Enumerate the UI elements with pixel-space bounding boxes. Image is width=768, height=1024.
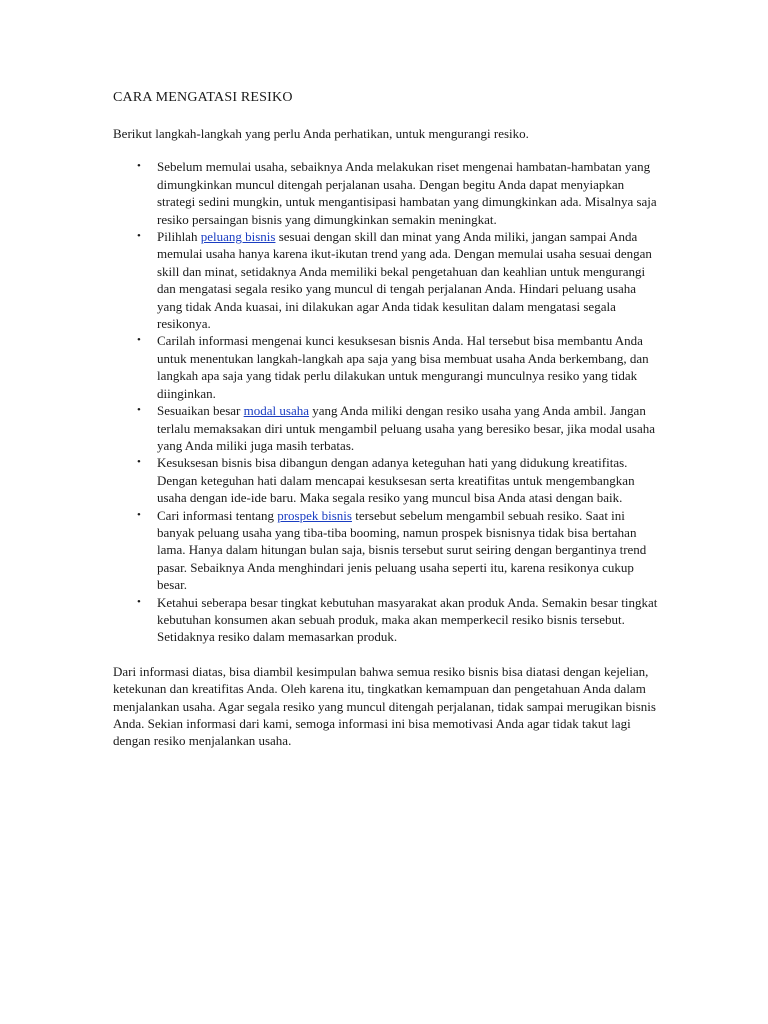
intro-paragraph: Berikut langkah-langkah yang perlu Anda perhatikan, untuk mengurangi resiko.	[113, 126, 529, 141]
item-text: sesuai dengan skill dan minat yang Anda miliki, jangan sampai Anda memulai usaha hanya karena ikut-ikutan trend yang ada. Dengan memulai usaha sesuai dengan skill dan minat, setidaknya Anda memiliki bekal pengetahuan dan keahlian untuk mengurangi dan mengatasi segala resiko yang muncul di tengah perjalanan Anda. Hindari peluang usaha yang tidak Anda kuasai, ini dilakukan agar Anda tidak kesulitan dalam mengatasi segala resikonya.	[157, 229, 652, 332]
prospek-bisnis-link[interactable]: prospek bisnis	[277, 507, 352, 523]
list-item	[137, 454, 658, 506]
closing-paragraph: Dari informasi diatas, bisa diambil kesimpulan bahwa semua resiko bisnis bisa diatasi dengan kejelian, ketekunan dan kreatifitas Anda. Oleh karena itu, tingkatkan kemampuan dan pengetahuan Anda dalam menjalankan usaha. Agar segala resiko yang muncul ditengah perjalanan, tidak sampai merugikan bisnis Anda. Sekian informasi dari kami, semoga informasi ini bisa memotivasi Anda agar tidak takut lagi dengan resiko menjalankan usaha.	[113, 663, 656, 749]
bullet-icon: •	[137, 160, 141, 173]
item-text: Sesuaikan besar	[157, 403, 244, 419]
item-text: Cari informasi tentang	[157, 507, 278, 523]
list-item	[137, 402, 658, 454]
document-content	[113, 88, 658, 750]
list-item	[137, 332, 658, 402]
item-text: Pilihlah	[157, 229, 201, 245]
item-text: Sebelum memulai usaha, sebaiknya Anda melakukan riset mengenai hambatan-hambatan yang dimungkinkan muncul ditengah perjalanan usaha. Dengan begitu Anda dapat menyiapkan strategi sedini mungkin, untuk mengantisipasi hambatan yang dimungkinkan ada. Misalnya saja resiko persaingan bisnis yang dimungkinkan semakin meningkat.	[157, 159, 657, 227]
item-text: Kesuksesan bisnis bisa dibangun dengan adanya keteguhan hati yang didukung kreatifitas. Dengan keteguhan hati dalam mencapai kesuksesan serta kreatifitas untuk mengembangkan usaha dengan ide-ide baru. Maka segala resiko yang muncul bisa Anda atasi dengan baik.	[157, 455, 635, 506]
tips-list	[113, 158, 658, 645]
bullet-icon: •	[137, 334, 141, 347]
list-item	[137, 507, 658, 594]
list-item	[137, 594, 658, 646]
modal-usaha-link[interactable]: modal usaha	[243, 403, 309, 419]
item-text: tersebut sebelum mengambil sebuah resiko. Saat ini banyak peluang usaha yang tiba-tiba booming, namun prospek bisnisnya tidak bisa bertahan lama. Hanya dalam hitungan bulan saja, bisnis tersebut surut seiring dengan bergantinya trend pasar. Sebaiknya Anda menghindari jenis peluang usaha seperti itu, karena resikonya cukup besar.	[157, 507, 647, 593]
page-title: CARA MENGATASI RESIKO	[113, 90, 293, 105]
list-item	[137, 228, 658, 332]
peluang-bisnis-link[interactable]: peluang bisnis	[200, 229, 276, 245]
bullet-icon: •	[137, 456, 141, 469]
item-text: Carilah informasi mengenai kunci kesuksesan bisnis Anda. Hal tersebut bisa membantu Anda untuk menentukan langkah-langkah apa saja yang bisa membuat usaha Anda berkembang, dan langkah apa saja yang tidak perlu dilakukan untuk mengurangi munculnya resiko yang tidak diinginkan.	[157, 333, 649, 401]
item-text: yang Anda miliki dengan resiko usaha yang Anda ambil. Jangan terlalu memaksakan diri untuk mengambil peluang usaha yang beresiko besar, jika modal usaha yang Anda miliki juga masih terbatas.	[157, 403, 656, 453]
bullet-icon: •	[137, 508, 141, 521]
bullet-icon: •	[137, 230, 141, 243]
item-text: Ketahui seberapa besar tingkat kebutuhan masyarakat akan produk Anda. Semakin besar tingkat kebutuhan konsumen akan sebuah produk, maka akan memperkecil resiko bisnis tersebut. Setidaknya resiko dalam memasarkan produk.	[157, 594, 658, 645]
list-item	[137, 158, 658, 228]
bullet-icon: •	[137, 595, 141, 608]
bullet-icon: •	[137, 404, 141, 417]
